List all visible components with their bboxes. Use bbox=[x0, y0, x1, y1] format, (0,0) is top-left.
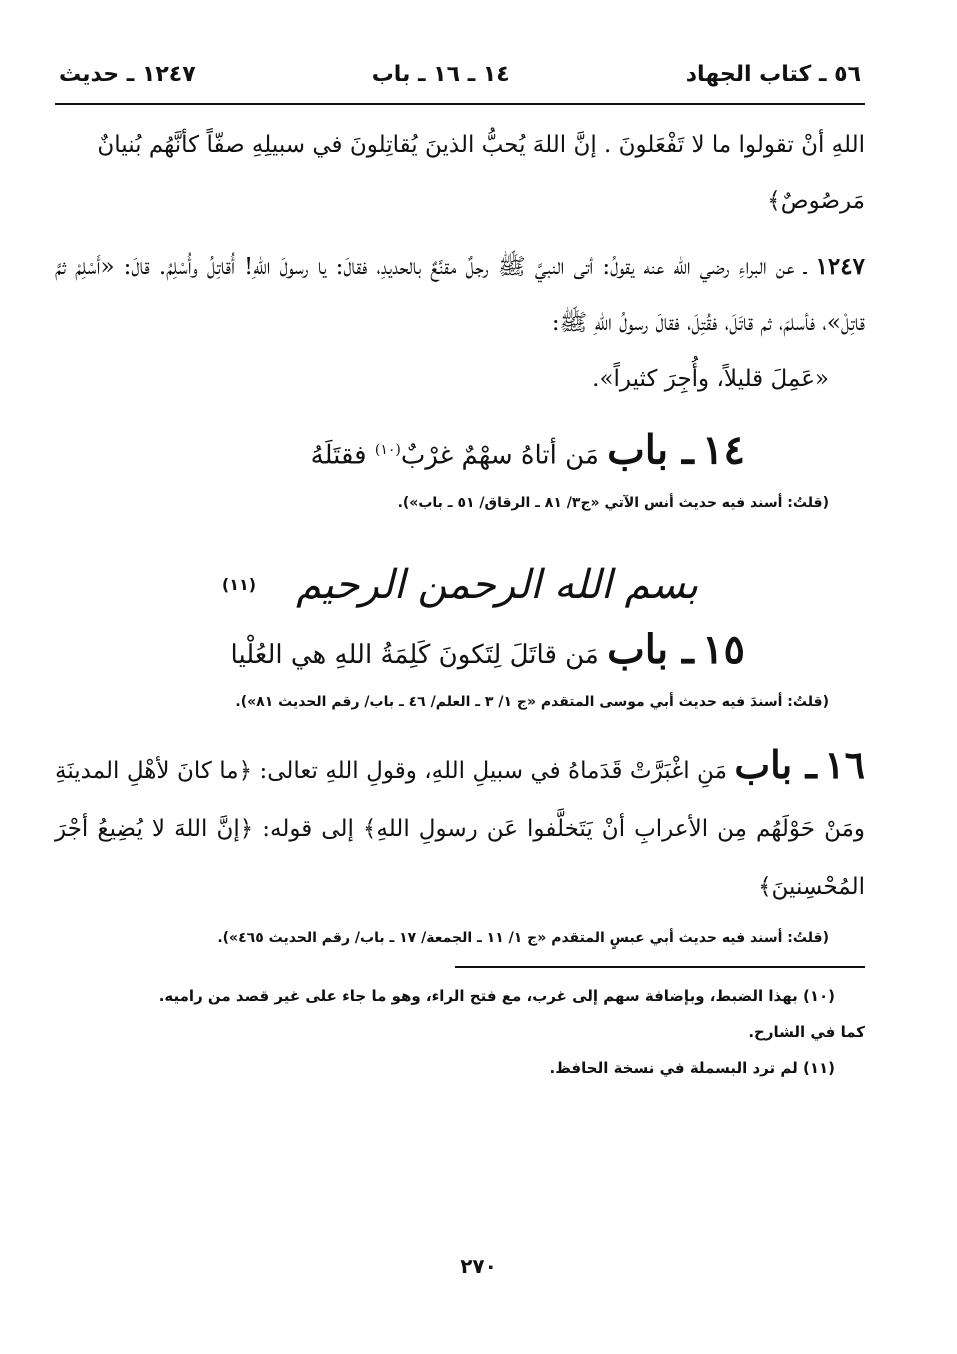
header-chapter-range: ١٤ ـ ١٦ ـ باب bbox=[371, 62, 510, 87]
hadith-number: ١٢٤٧ bbox=[815, 253, 865, 280]
hadith-1247 bbox=[55, 239, 865, 407]
bab-16-section bbox=[55, 736, 865, 916]
page-number: ٢٧٠ bbox=[460, 1254, 497, 1278]
bab-14-heading bbox=[55, 425, 865, 481]
footnote-10-continued: كما في الشارح. bbox=[748, 1022, 865, 1041]
footnote-11: (١١) لم ترد البسملة في نسخة الحافظ. bbox=[549, 1058, 835, 1077]
basmala-calligraphy: بسم الله الرحمن الرحيم bbox=[296, 561, 699, 608]
verse-line-2: مَرصُوصٌ﴾ bbox=[767, 188, 865, 214]
bab-15-note: (قلتُ: أسندَ فيه حديث أبي موسى المتقدم «ج ١/ ٣ ـ العلم/ ٤٦ ـ باب/ رقم الحديث ٨١»). bbox=[235, 693, 829, 710]
bab-14-number: ١٤ bbox=[702, 426, 745, 474]
bab-14-note: (قلتُ: أسند فيه حديث أنس الآتي «ج٣/ ٨١ ـ الرقاق/ ٥١ ـ باب»). bbox=[397, 494, 829, 511]
footnote-ref-10[interactable]: (١٠) bbox=[374, 442, 401, 458]
bab-16-word: ـ باب bbox=[734, 741, 817, 787]
bab-15-word: ـ باب bbox=[607, 625, 694, 673]
header-hadith-number: ١٢٤٧ ـ حديث bbox=[59, 62, 196, 87]
verse-continuation bbox=[55, 117, 865, 229]
bab-14-title-a: مَن أتاهُ سهْمٌ غرْبٌ bbox=[400, 440, 599, 471]
bab-15-heading bbox=[55, 625, 865, 680]
bab-16-text: مَنِ اغْبَرَّتْ قَدَماهُ في سبيلِ اللهِ، وقولِ اللهِ تعالى: ﴿ما كانَ لأهْلِ المدينَةِ ومَنْ حَوْلَهُم مِن الأعرابِ أنْ يَتَخلَّفوا عَن رسولِ اللهِ﴾ إلى قوله: ﴿إنَّ اللهَ لا يُضِيعُ أجْرَ المُحْسِنينَ﴾ bbox=[55, 757, 865, 900]
bab-15-title: مَن قاتَلَ لِتَكونَ كَلِمَةُ اللهِ هي العُلْيا bbox=[230, 639, 599, 670]
bab-16-number: ١٦ bbox=[824, 741, 866, 787]
basmala-row bbox=[55, 549, 865, 621]
hadith-text: ـ عن البراءِ رضي الله عنه يقولُ: أتى النبيَّ ﷺ رجلٌ مقنَّعٌ بالحديدِ، فقالَ: يا رسولَ اللهِ! أُقاتِلُ وأُسْلِمُ. قالَ: «أَسْلِمْ ثمَّ قاتِلْ»، فأسلمَ، ثم قاتَلَ، فقُتِلَ، فقالَ رسولُ اللهِ ﷺ: bbox=[55, 254, 865, 336]
page-header bbox=[55, 62, 865, 105]
footnote-10: (١٠) بهذا الضبط، وبإضافة سهم إلى غرب، مع فتح الراء، وهو ما جاء على غير قصد من راميه. bbox=[158, 986, 835, 1005]
bab-15-number: ١٥ bbox=[702, 625, 745, 673]
footnote-ref-11[interactable]: (١١) bbox=[221, 575, 257, 595]
hadith-text-paragraph bbox=[55, 239, 865, 351]
hadith-quote: «عَمِلَ قليلاً، وأُجِرَ كثيراً». bbox=[592, 366, 829, 392]
bab-16-paragraph bbox=[55, 736, 865, 916]
bab-14-word: ـ باب bbox=[607, 426, 694, 474]
bab-16-note: (قلتُ: أسند فيه حديث أبي عبسٍ المتقدم «ج ١/ ١١ ـ الجمعة/ ١٧ ـ باب/ رقم الحديث ٤٦٥»). bbox=[217, 929, 829, 946]
bab-14-title-b: فقتَلَهُ bbox=[310, 440, 367, 471]
footnote-divider bbox=[455, 966, 865, 968]
header-book-title: ٥٦ ـ كتاب الجهاد bbox=[685, 62, 861, 87]
verse-line-1: اللهِ أنْ تقولوا ما لا تَفْعَلونَ . إنَّ اللهَ يُحبُّ الذينَ يُقاتِلونَ في سبيلِهِ صفّاً كأنَّهُم بُنيانٌ bbox=[97, 132, 865, 158]
